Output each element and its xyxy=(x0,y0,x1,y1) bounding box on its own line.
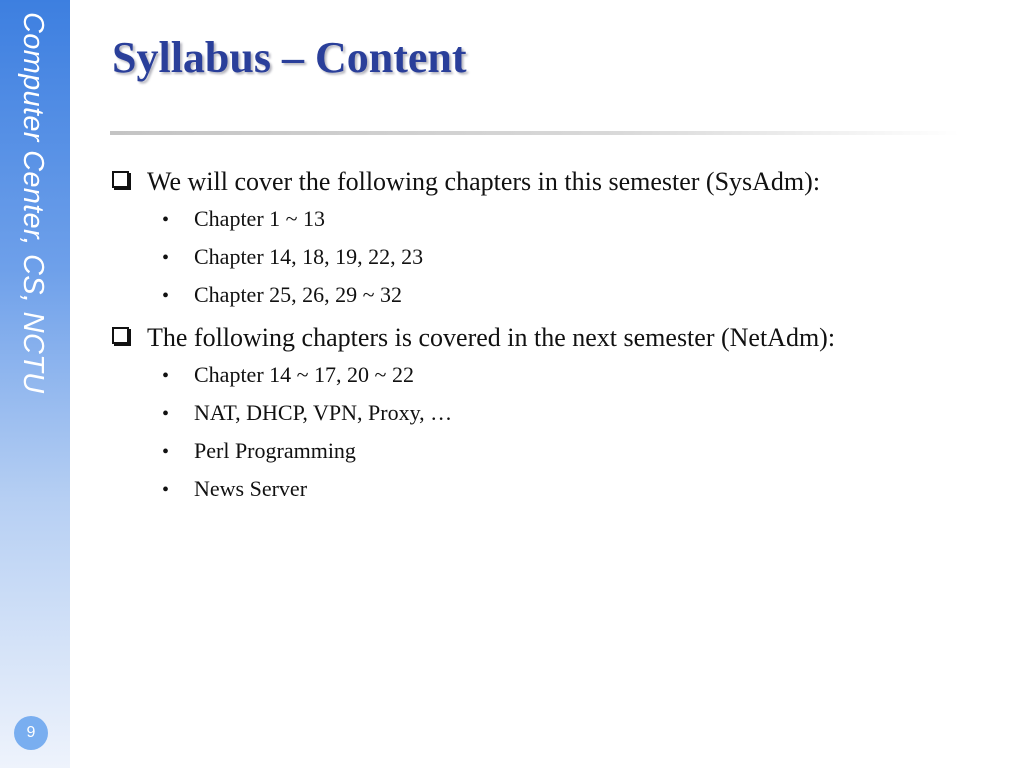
list-item xyxy=(162,470,1004,508)
hollow-square-icon xyxy=(112,171,129,188)
list-item-text: Chapter 1 ~ 13 xyxy=(194,206,326,231)
slide-title: Syllabus – Content xyxy=(112,33,467,82)
bullet-text: We will cover the following chapters in this semester (SysAdm): xyxy=(147,167,821,196)
slide-content xyxy=(112,164,1004,508)
list-item-text: Chapter 25, 26, 29 ~ 32 xyxy=(194,282,403,307)
dot-icon: • xyxy=(162,403,170,425)
sidebar-band xyxy=(0,0,70,768)
list-item xyxy=(162,394,1004,432)
dot-icon: • xyxy=(162,365,170,387)
list-item-text: Chapter 14, 18, 19, 22, 23 xyxy=(194,244,424,269)
bullet-text: The following chapters is covered in the next semester (NetAdm): xyxy=(147,323,836,352)
hollow-square-icon xyxy=(112,327,129,344)
page-number-badge: 9 xyxy=(14,716,48,750)
dot-icon: • xyxy=(162,285,170,307)
list-item xyxy=(162,356,1004,394)
dot-icon: • xyxy=(162,479,170,501)
list-item xyxy=(162,200,1004,238)
list-item xyxy=(162,276,1004,314)
title-divider xyxy=(110,131,960,135)
list-item xyxy=(162,432,1004,470)
bullet-netadm xyxy=(112,320,1004,356)
sidebar-label: Computer Center, CS, NCTU xyxy=(17,12,49,394)
list-item-text: Chapter 14 ~ 17, 20 ~ 22 xyxy=(194,362,414,387)
list-item-text: Perl Programming xyxy=(194,438,356,463)
dot-icon: • xyxy=(162,441,170,463)
list-item-text: News Server xyxy=(194,476,308,501)
bullet-sysadm xyxy=(112,164,1004,200)
list-item xyxy=(162,238,1004,276)
list-item-text: NAT, DHCP, VPN, Proxy, … xyxy=(194,400,453,425)
dot-icon: • xyxy=(162,209,170,231)
dot-icon: • xyxy=(162,247,170,269)
